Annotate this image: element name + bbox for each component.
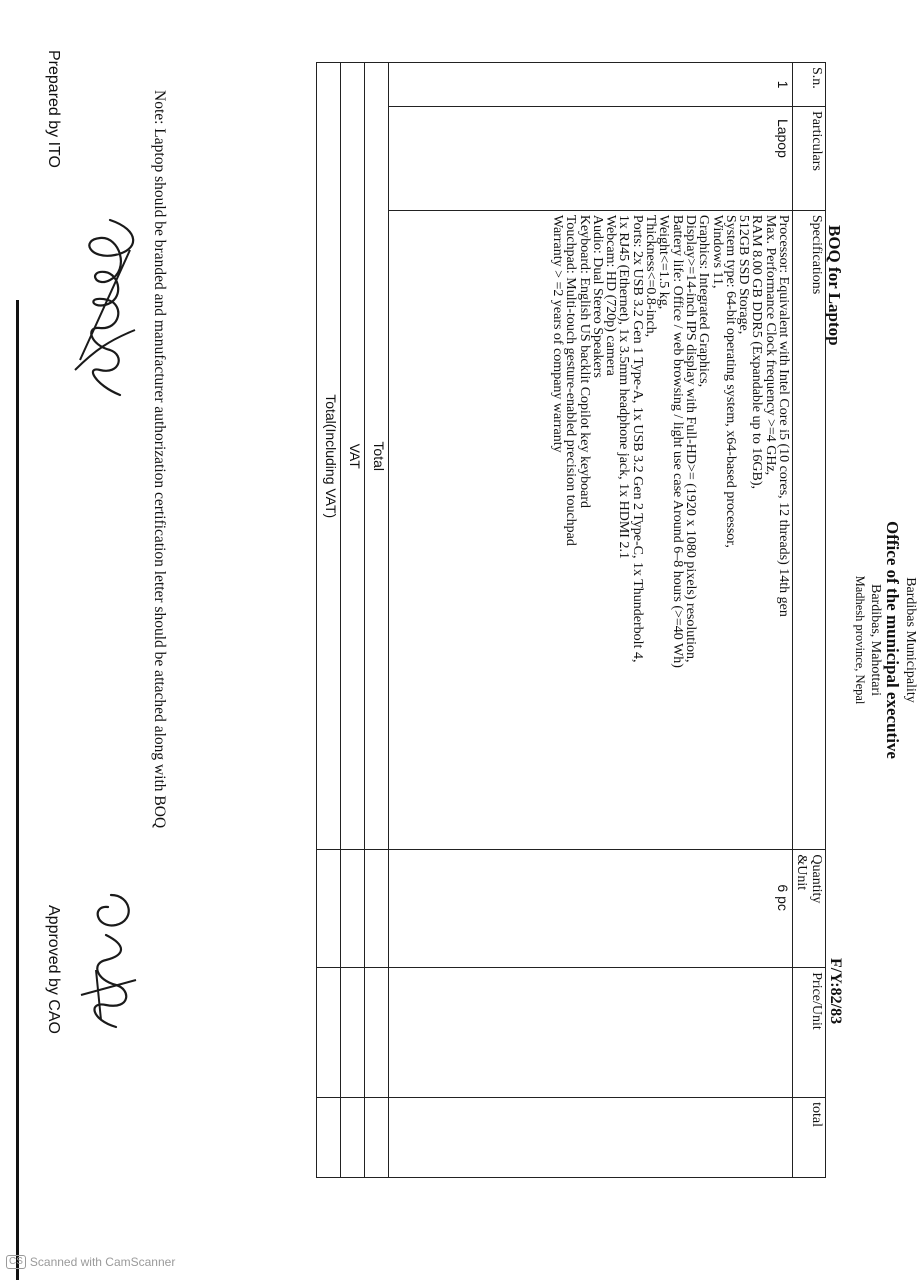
header-sn: S.n.	[793, 63, 826, 107]
summary-row-total	[365, 63, 389, 1178]
summary-total-value	[365, 1098, 389, 1178]
summary-total-vat-price-cell	[317, 968, 341, 1098]
scanner-text: Scanned with CamScanner	[29, 1255, 176, 1269]
spec-line: Display>=14-inch IPS display with Full-HD>= (1920 x 1080 pixels) resolution,	[682, 214, 698, 663]
spec-line: Audio: Dual Stereo Speakers	[589, 214, 605, 378]
fiscal-year: F/Y:82/83	[827, 958, 844, 1025]
row-price-unit	[389, 968, 793, 1098]
header-price-unit: Price/Unit	[793, 968, 826, 1098]
scanner-watermark	[6, 1255, 175, 1269]
spec-line: System type: 64-bit operating system, x64-based processor,	[722, 214, 738, 548]
summary-vat-value	[341, 1098, 365, 1178]
municipality-name: Bardibas Municipality	[903, 577, 918, 703]
header-quantity	[793, 850, 826, 968]
summary-row-vat	[341, 63, 365, 1178]
header-quantity-line2: &Unit	[794, 854, 809, 891]
header-total: total	[793, 1098, 826, 1178]
spec-line: Windows 11,	[709, 214, 725, 289]
row-specifications	[389, 210, 793, 850]
summary-vat-qty-cell	[341, 850, 365, 968]
header-specifications: Specifications	[793, 210, 826, 850]
spec-line: RAM 8.00 GB DDR5 (Expandable up to 16GB),	[749, 214, 765, 490]
header-particulars: Particulars	[793, 106, 826, 210]
spec-list	[551, 215, 790, 846]
spec-line: Battery life: Office / web browsing / light use case Around 6–8 hours (>=40 Wh)	[669, 214, 685, 668]
office-title: Office of the municipal executive	[883, 521, 902, 759]
spec-line: Graphics: Integrated Graphics,	[696, 214, 712, 388]
spec-line: Weight<=1.5 kg,	[656, 214, 672, 310]
summary-row-total-vat	[317, 63, 341, 1178]
spec-line: Keyboard: English US backlit Copilot key keyboard	[576, 214, 592, 509]
scanner-badge: CS	[6, 1255, 26, 1269]
prepared-by: Prepared by ITO	[45, 50, 62, 168]
row-total	[389, 1098, 793, 1178]
office-province: Madhesh province, Nepal	[853, 575, 867, 705]
office-location: Bardibas, Mahottari	[868, 584, 883, 696]
spec-line: Thickness<=0.8-inch,	[643, 214, 659, 338]
table-row	[389, 63, 793, 1178]
row-quantity: 6 pc	[389, 850, 793, 968]
summary-total-price-cell	[365, 968, 389, 1098]
summary-total-label: Total	[365, 63, 389, 850]
boq-title: BOQ for Laptop	[825, 225, 844, 346]
spec-line: Webcam: HD (720p) camera	[603, 214, 619, 376]
summary-total-vat-label: Total(Including VAT)	[317, 63, 341, 850]
boq-table	[316, 62, 826, 1178]
summary-total-vat-value	[317, 1098, 341, 1178]
spec-line: Ports: 2x USB 3.2 Gen 1 Type-A, 1x USB 3.2 Gen 2 Type-C, 1x Thunderbolt 4,	[629, 214, 645, 663]
spec-line: 1x RJ45 (Ethernet), 1x 3.5mm headphone jack, 1x HDMI 2.1	[616, 214, 632, 559]
table-header-row	[793, 63, 826, 1178]
ito-signature-image	[70, 210, 150, 410]
spec-line: Max. Performance Clock frequency >=4 GHz,	[762, 214, 778, 476]
spec-line: Touchpad: Multi-touch gesture-enabled precision touchpad	[563, 214, 579, 546]
row-particulars: Lapop	[389, 106, 793, 210]
row-sn: 1	[389, 63, 793, 107]
cao-signature-image	[76, 885, 146, 1035]
summary-vat-label: VAT	[341, 63, 365, 850]
approved-by: Approved by CAO	[45, 905, 62, 1034]
summary-vat-price-cell	[341, 968, 365, 1098]
note-text: Note: Laptop should be branded and manufacturer authorization certification letter should be attached along with BOQ	[151, 90, 168, 829]
header-quantity-line1: Quantity	[809, 854, 824, 904]
summary-total-vat-qty-cell	[317, 850, 341, 968]
spec-line: 512GB SSD Storage,	[736, 214, 752, 335]
spec-line: Processor: Equivalent with Intel Core i5 (10 cores, 12 threads) 14th gen	[776, 214, 791, 617]
summary-total-qty-cell	[365, 850, 389, 968]
scan-edge-line	[16, 300, 19, 1280]
spec-line: Warranty > =2 years of company warranty	[549, 214, 565, 453]
